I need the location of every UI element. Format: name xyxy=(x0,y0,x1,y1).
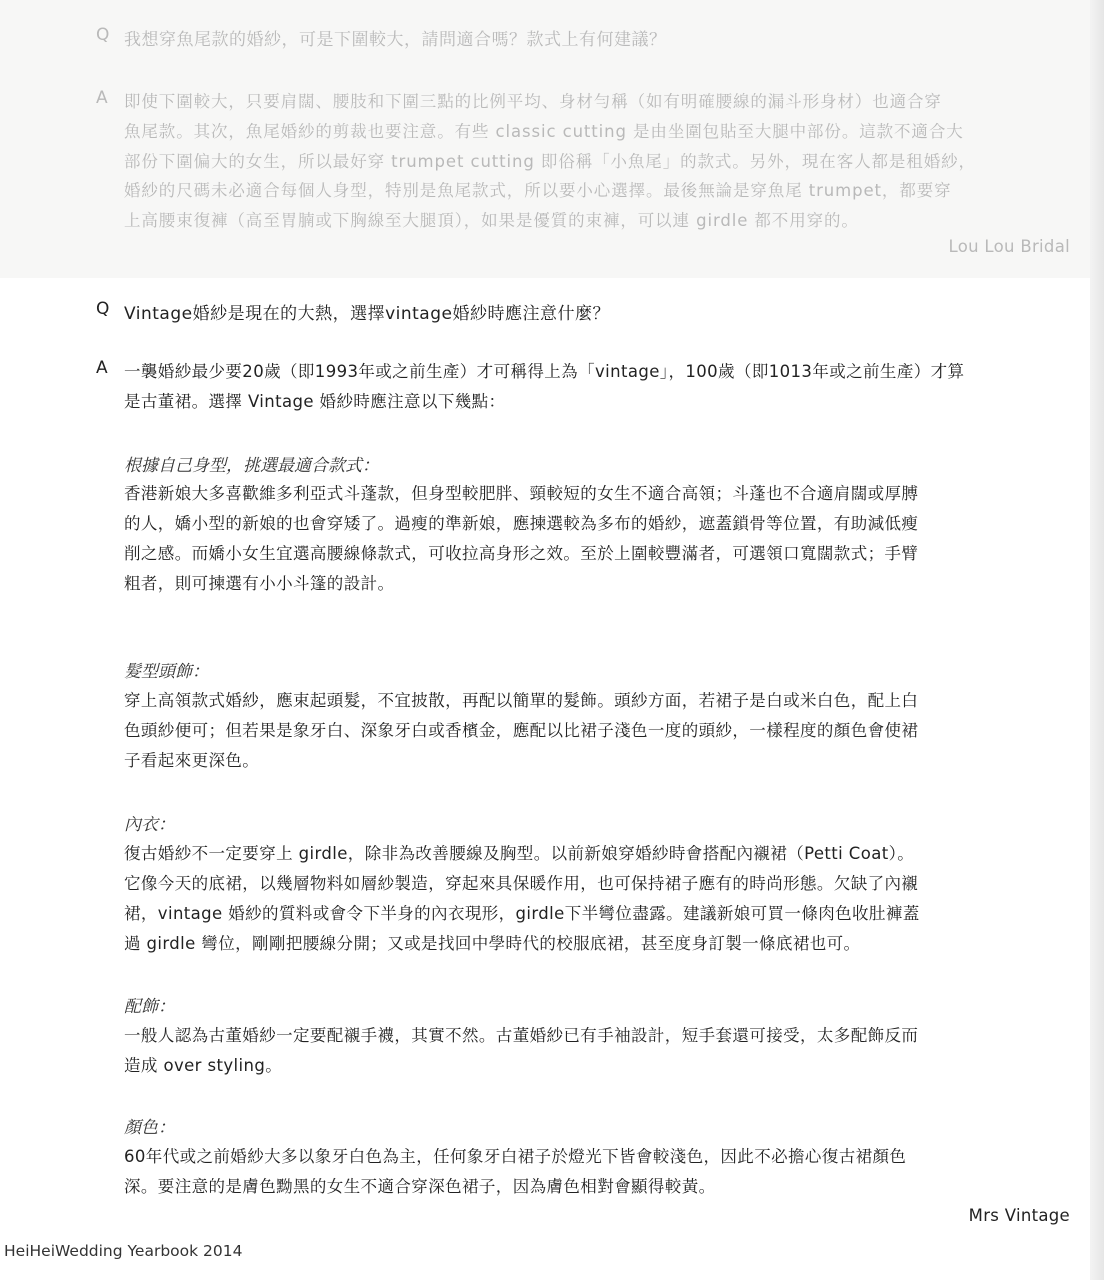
section-line: 子看起來更深色。 xyxy=(124,751,260,770)
intro-line: 一襲婚紗最少要20歲（即1993年或之前生產）才可稱得上為「vintage」，100歲（即1013年或之前生產）才算 xyxy=(124,362,965,381)
faded-a-letter: A xyxy=(96,88,108,108)
faded-question: 我想穿魚尾款的婚紗，可是下圍較大，請問適合嗎？款式上有何建議？ xyxy=(124,30,667,50)
section-line: 粗者，則可揀選有小小斗篷的設計。 xyxy=(124,574,395,593)
section-line: 的人，嬌小型的新娘的也會穿矮了。過瘦的準新娘，應揀選較為多布的婚紗，遮蓋鎖骨等位置，有助減低瘦 xyxy=(124,514,919,533)
faded-q-letter: Q xyxy=(96,25,110,45)
intro-line: 是古董裙。選擇 Vintage 婚紗時應注意以下幾點： xyxy=(124,392,506,411)
section-heading-body-shape: 根據自己身型，挑選最適合款式： xyxy=(124,456,379,476)
section-line: 削之感。而嬌小女生宜選高腰線條款式，可收拉高身形之效。至於上圍較豐滿者，可選領口寬闊款式；手臂 xyxy=(124,544,919,563)
section-line: 色頭紗便可；但若果是象牙白、深象牙白或香檳金，應配以比裙子淺色一度的頭紗，一樣程度的顏色會使裙 xyxy=(124,721,919,740)
faded-answer-line: 魚尾款。其次，魚尾婚紗的剪裁也要注意。有些 classic cutting 是由坐圍包貼至大腿中部份。這款不適合大 xyxy=(124,122,964,141)
faded-answer-line: 婚紗的尺碼未必適合每個人身型，特別是魚尾款式，所以要小心選擇。最後無論是穿魚尾 trumpet，都要穿 xyxy=(124,181,952,200)
faded-answer-line: 即使下圍較大，只要肩闊、腰肢和下圍三點的比例平均、身材勻稱（如有明確腰線的漏斗形身材）也適合穿 xyxy=(124,92,942,111)
section-line: 香港新娘大多喜歡維多利亞式斗蓬款，但身型較肥胖、頸較短的女生不適合高領；斗蓬也不合適肩闊或厚膊 xyxy=(124,484,919,503)
main-a-letter: A xyxy=(96,358,108,378)
faded-credit: Lou Lou Bridal xyxy=(948,237,1070,256)
faded-answer-line: 部份下圍偏大的女生，所以最好穿 trumpet cutting 即俗稱「小魚尾」的款式。另外，現在客人都是租婚紗， xyxy=(124,152,976,171)
faded-answer-line: 上高腰束復褲（高至胃腩或下胸線至大腿頂），如果是優質的束褲，可以連 girdle 都不用穿的。 xyxy=(124,211,859,230)
section-heading-color: 顏色： xyxy=(124,1118,175,1138)
main-credit: Mrs Vintage xyxy=(968,1206,1070,1225)
section-heading-accessories: 配飾： xyxy=(124,997,175,1017)
section-line: 60年代或之前婚紗大多以象牙白色為主，任何象牙白裙子於燈光下皆會較淺色，因此不必擔心復古裙顏色 xyxy=(124,1147,907,1166)
section-heading-hair: 髮型頭飾： xyxy=(124,662,209,682)
page-footer: HeiHeiWedding Yearbook 2014 xyxy=(4,1242,243,1260)
section-line: 造成 over styling。 xyxy=(124,1056,283,1075)
section-line: 過 girdle 彎位，剛剛把腰線分開；又或是找回中學時代的校服底裙，甚至度身訂製一條底裙也可。 xyxy=(124,934,861,953)
page-edge xyxy=(1090,0,1104,1280)
section-heading-underwear: 內衣： xyxy=(124,815,175,835)
section-line: 一般人認為古董婚紗一定要配襯手襪，其實不然。古董婚紗已有手袖設計，短手套還可接受，太多配飾反而 xyxy=(124,1026,919,1045)
main-question: Vintage婚紗是現在的大熱，選擇vintage婚紗時應注意什麼？ xyxy=(124,304,610,324)
section-line: 穿上高領款式婚紗，應束起頭髮，不宜披散，再配以簡單的髮飾。頭紗方面，若裙子是白或米白色，配上白 xyxy=(124,691,919,710)
section-line: 復古婚紗不一定要穿上 girdle，除非為改善腰線及胸型。以前新娘穿婚紗時會搭配內襯裙（Petti Coat）。 xyxy=(124,844,915,863)
main-q-letter: Q xyxy=(96,299,110,319)
section-line: 它像今天的底裙，以幾層物料如層紗製造，穿起來具保暖作用，也可保持裙子應有的時尚形態。欠缺了內襯 xyxy=(124,874,919,893)
section-line: 裙，vintage 婚紗的質料或會令下半身的內衣現形，girdle下半彎位盡露。建議新娘可買一條肉色收肚褲蓋 xyxy=(124,904,920,923)
section-line: 深。要注意的是膚色黝黑的女生不適合穿深色裙子，因為膚色相對會顯得較黃。 xyxy=(124,1177,716,1196)
